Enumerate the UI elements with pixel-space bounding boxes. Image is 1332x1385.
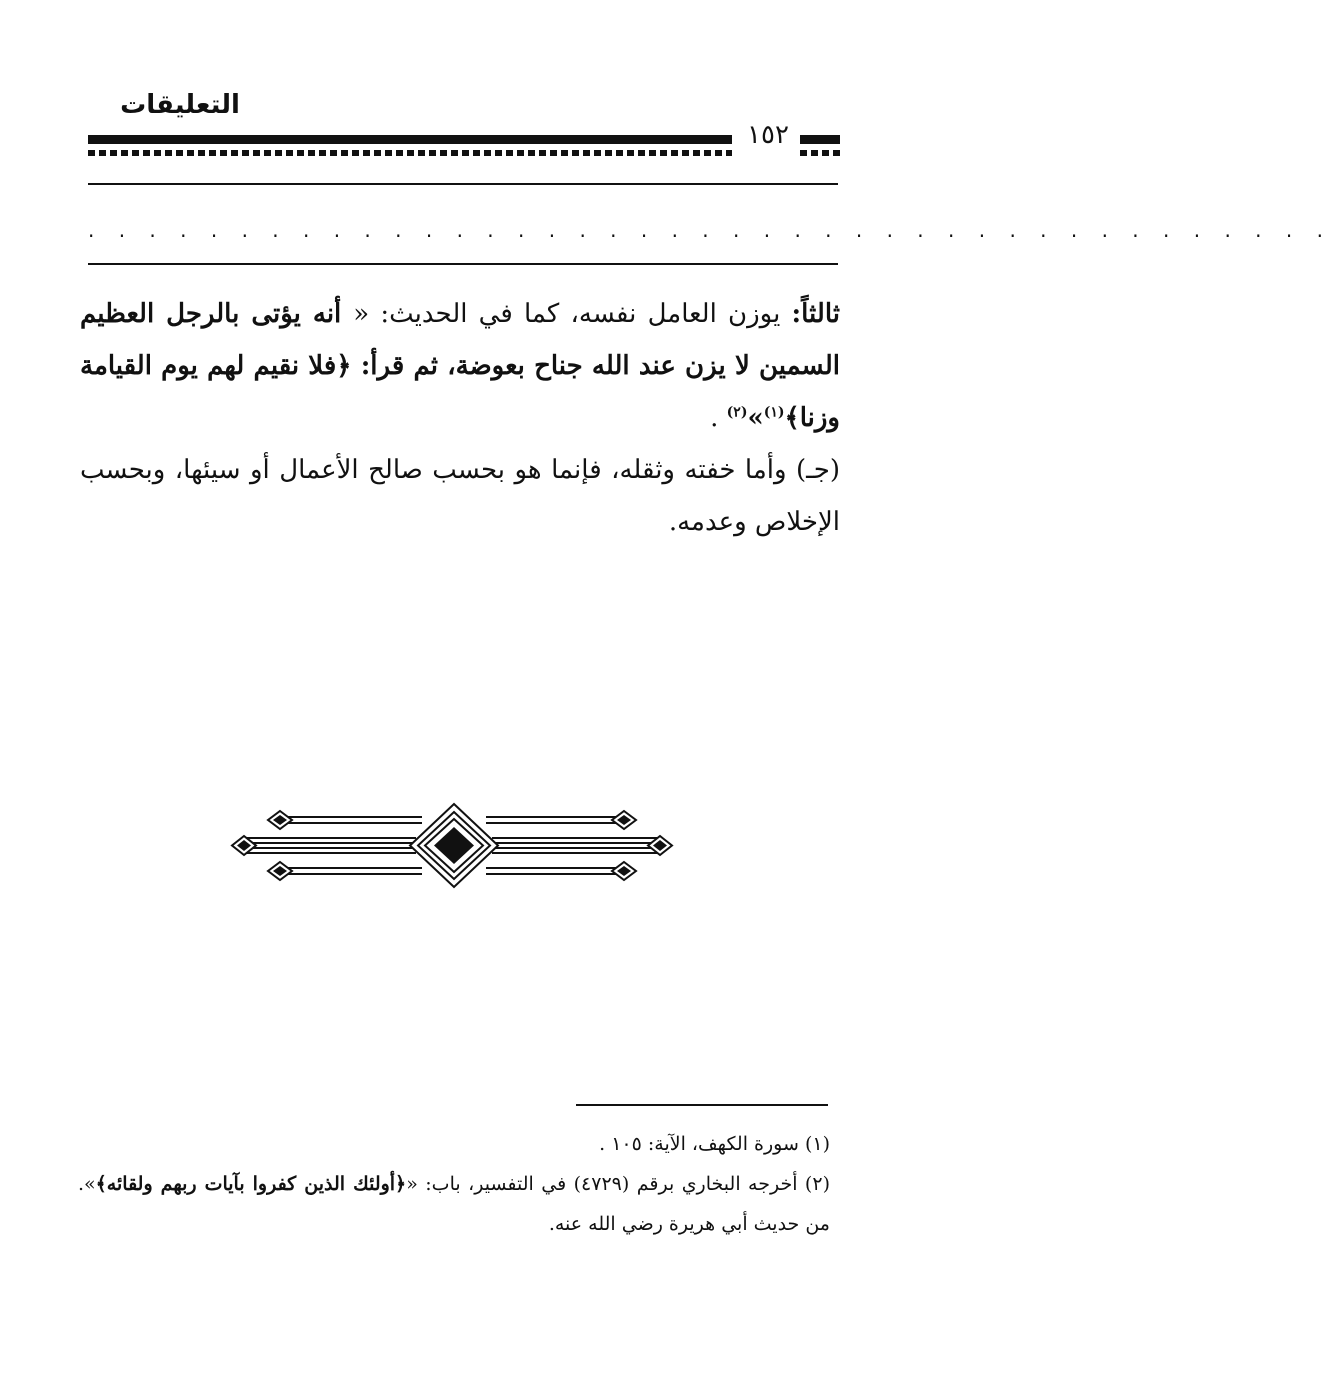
footnote-1: (١) سورة الكهف، الآية: ١٠٥ . xyxy=(599,1133,830,1155)
page-number: ١٥٢ xyxy=(747,120,789,150)
quote-close: » xyxy=(747,403,764,433)
gap-rule-bottom xyxy=(88,263,838,265)
header-rule-thick xyxy=(88,135,732,144)
footnotes xyxy=(78,1124,830,1244)
running-title: التعليقات xyxy=(120,90,240,120)
paragraph-end: . xyxy=(710,403,727,433)
header-rule-dashed xyxy=(88,150,732,156)
gap-rule-top xyxy=(88,183,838,185)
gap-marker: . . . . . . . . . . . . . . . . . . . . . . . . . . . . . . . . . . . . . . . . . xyxy=(88,218,1332,242)
paragraph-thalithan xyxy=(80,288,840,444)
paragraph-lead: ثالثاً: xyxy=(791,299,840,329)
header-rule-thick-right xyxy=(800,135,840,144)
paragraph-jim: (جـ) وأما خفته وثقله، فإنما هو بحسب صالح الأعمال أو سيئها، وبحسب الإخلاص وعدمه. xyxy=(80,455,840,537)
footnote-2 xyxy=(78,1164,830,1244)
footnote-separator xyxy=(576,1104,828,1106)
footnote-2-start: (٢) أخرجه البخاري برقم (٤٧٢٩) في التفسير، باب: « xyxy=(406,1173,830,1195)
footnote-2-chapter: ﴿أولئك الذين كفروا بآيات ربهم ولقائه﴾ xyxy=(95,1173,407,1195)
ornament-divider xyxy=(226,800,681,895)
footnote-2-end: ». من حديث أبي هريرة رضي الله عنه. xyxy=(78,1173,830,1235)
header-rule-dashed-right xyxy=(800,150,840,156)
paragraph-intro: يوزن العامل نفسه، كما في الحديث: « xyxy=(353,299,792,329)
footnote-ref-1: (١) xyxy=(763,404,785,421)
hadith-text: أنه يؤتى بالرجل العظيم السمين لا يزن عند الله جناح بعوضة، ثم قرأ: ﴿فلا نقيم لهم يوم القيامة وزنا﴾ xyxy=(80,299,840,433)
footnote-ref-2: (٢) xyxy=(726,404,748,421)
